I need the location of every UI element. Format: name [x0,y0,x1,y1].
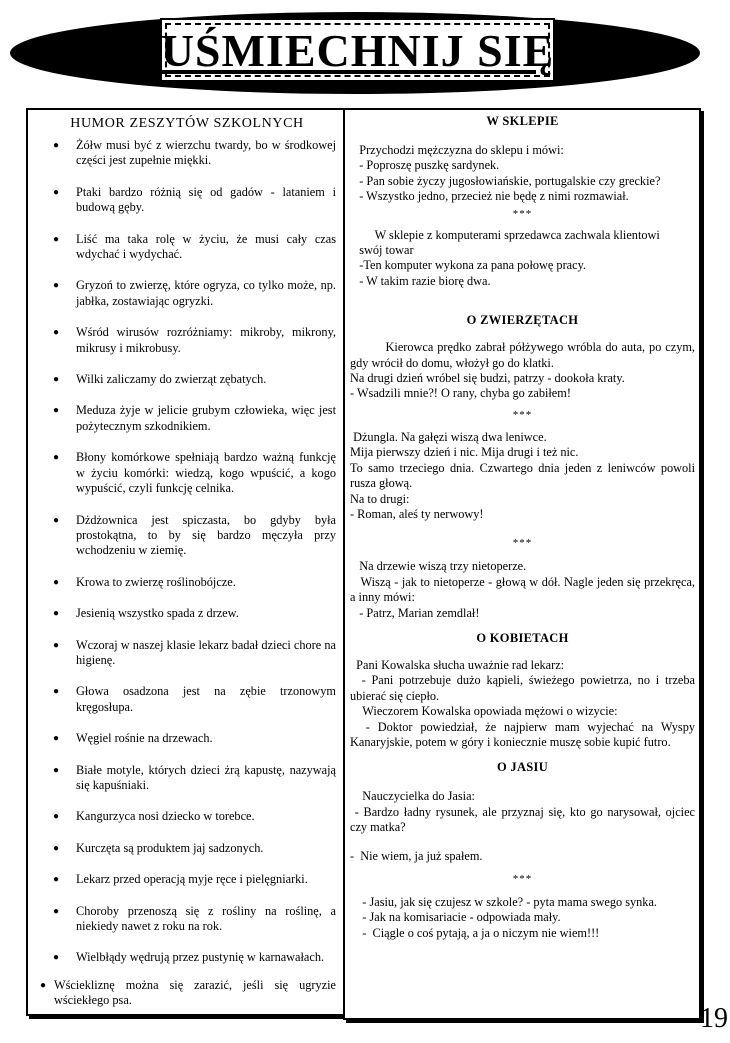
title-frame [160,18,555,82]
humor-list [36,138,338,1009]
page-title: UŚMIECHNIJ SIĘ [160,24,555,76]
list-item: ● Jesienią wszystko spada z drzew. [53,606,239,621]
bullet-icon: ● [53,733,60,745]
bullet-icon: ● [53,233,60,245]
bullet-icon: ● [53,280,60,292]
section-title-o-jasiu: O JASIU [496,760,549,775]
joke-paragraph: Na drzewie wiszą trzy nietoperze. Wiszą - jak to nietoperze - głową w dół. Nagle jeden się przekręca, a inny mówi: - Patrz, Marian zemdlał! [350,559,695,620]
list-item: ● Gryzoń to zwierzę, które ogryza, co tylko może, np. jabłka, zostawiając ogryzki. [53,278,336,308]
section-title-w-sklepie: W SKLEPIE [486,114,559,128]
list-item: ● Dżdżownica jest spiczasta, bo gdyby była prostokątna, to by się bardzo męczyła przy wchodzeniu w ziemię. [53,512,336,558]
right-column [343,108,701,1020]
list-item: ● Meduza żyje w jelicie grubym człowieka, więc jest pożytecznym szkodnikiem. [53,403,336,433]
list-item: ● Kurczęta są produktem jaj sadzonych. [53,840,264,855]
bullet-icon: ● [53,608,60,620]
list-item: ● Głowa osadzona jest na zębie trzonowym kręgosłupa. [53,684,336,714]
left-column [26,108,346,1016]
bullet-icon: ● [53,374,60,386]
list-item: ● Wielbłądy wędrują przez pustynię w karnawałach. [53,950,325,965]
separator-stars: *** [512,537,533,550]
joke-paragraph: - Jasiu, jak się czujesz w szkole? - pyta mama swego synka. - Jak na komisariacie - odpowiada mały. - Ciągle o coś pytają, a ja o niczym nie wiem!!! [362,895,657,940]
bullet-icon: ● [53,405,60,417]
joke-paragraph: W sklepie z komputerami sprzedawca zachwala klientowi swój towar -Ten komputer wykona za pana połowę pracy. - W takim razie biorę dwa. [359,227,660,288]
bullet-icon: ● [53,686,60,698]
list-item: ● Krowa to zwierzę roślinobójcze. [53,574,236,589]
list-item: ● Żółw musi być z wierzchu twardy, bo w środkowej części jest zupełnie miękki. [53,138,336,168]
bullet-icon: ● [53,811,60,823]
bullet-icon: ● [53,639,60,651]
joke-paragraph: Przychodzi mężczyzna do sklepu i mówi: - Poproszę puszkę sardynek. - Pan sobie życzy jugosłowiańskie, portugalskie czy greckie? - Wszystko jedno, przecież nie będę z nimi rozmawiał. [359,143,661,204]
bullet-icon: ● [53,452,60,464]
section-title-o-zwierzetach: O ZWIERZĘTACH [466,313,579,328]
separator-stars: *** [512,408,533,421]
separator-stars: *** [512,873,533,885]
bullet-icon: ● [53,874,60,886]
joke-paragraph: Pani Kowalska słucha uważnie rad lekarz: - Pani potrzebuje dużo kąpieli, świeżego powietrza, no i trzeba ubierać się ciepło. Wieczorem Kowalska opowiada mężowi o wizycie: - Doktor powiedział, że najpierw mam wyjechać na Wyspy Kanaryjskie, potem w góry i koniecznie muszę sobie kupić futro. [350,657,696,749]
bullet-icon: ● [53,327,60,339]
page-number: 19 [700,1003,728,1034]
list-item: ● Wśród wirusów rozróżniamy: mikroby, mikrony, mikrusy i mikrobusy. [53,325,336,355]
list-item: ● Choroby przenoszą się z rośliny na roślinę, a niekiedy nawet z roku na rok. [53,903,336,933]
bullet-icon: ● [53,576,60,588]
list-item: ● Wczoraj w naszej klasie lekarz badał dzieci chore na higienę. [53,637,336,667]
list-item: ● Błony komórkowe spełniają bardzo ważną funkcję w życiu komórki: wiedzą, kogo wpuścić, a kogo wypuścić, czyli funkcję celnika. [53,450,336,496]
list-item: ● Wściekliznę można się zarazić, jeśli się ugryzie wściekłego psa. [40,977,336,1008]
list-item: ● Wilki zaliczamy do zwierząt zębatych. [53,372,267,387]
left-column-title: HUMOR ZESZYTÓW SZKOLNYCH [70,116,304,131]
list-item: ● Ptaki bardzo różnią się od gadów - lataniem i budową gęby. [53,184,336,215]
bullet-icon: ● [53,764,60,776]
bullet-icon: ● [53,905,60,917]
joke-paragraph: - Nie wiem, ja już spałem. [350,848,483,863]
bullet-icon: ● [53,842,60,854]
bullet-icon: ● [53,514,60,526]
separator-stars: *** [512,207,533,220]
list-item: ● Białe motyle, których dzieci żrą kapustę, nazywają się kapuśniaki. [53,762,336,792]
joke-paragraph: Kierowca prędko zabrał półżywego wróbla do auta, po czym, gdy wrócił do domu, włożył go do klatki. Na drugi dzień wróbel się budzi, patrzy - dookoła kraty. - Wsadzili mnie?! O rany, chyba go zabiłem! [350,340,696,401]
section-title-o-kobietach: O KOBIETACH [476,630,569,645]
bullet-icon: ● [53,140,60,151]
list-item: ● Lekarz przed operacją myje ręce i pielęgniarki. [53,872,308,887]
list-item: ● Kangurzyca nosi dziecko w torebce. [53,809,255,824]
joke-paragraph: Dżungla. Na gałęzi wiszą dwa leniwce. Mija pierwszy dzień i nic. Mija drugi i też nic. To samo trzeciego dnia. Czwartego dnia jeden z leniwców powoli rusza głową. Na to drugi: - Roman, aleś ty nerwowy! [350,429,695,521]
joke-paragraph: Nauczycielka do Jasia: - Bardzo ładny rysunek, ale przyznaj się, kto go narysował, ojciec czy matka? [350,789,695,835]
bullet-icon: ● [40,979,47,991]
list-item: ● Węgiel rośnie na drzewach. [53,731,213,746]
bullet-icon: ● [53,952,60,964]
list-item: ● Liść ma taka rolę w życiu, że musi cały czas wdychać i wydychać. [53,231,336,262]
bullet-icon: ● [53,186,60,198]
